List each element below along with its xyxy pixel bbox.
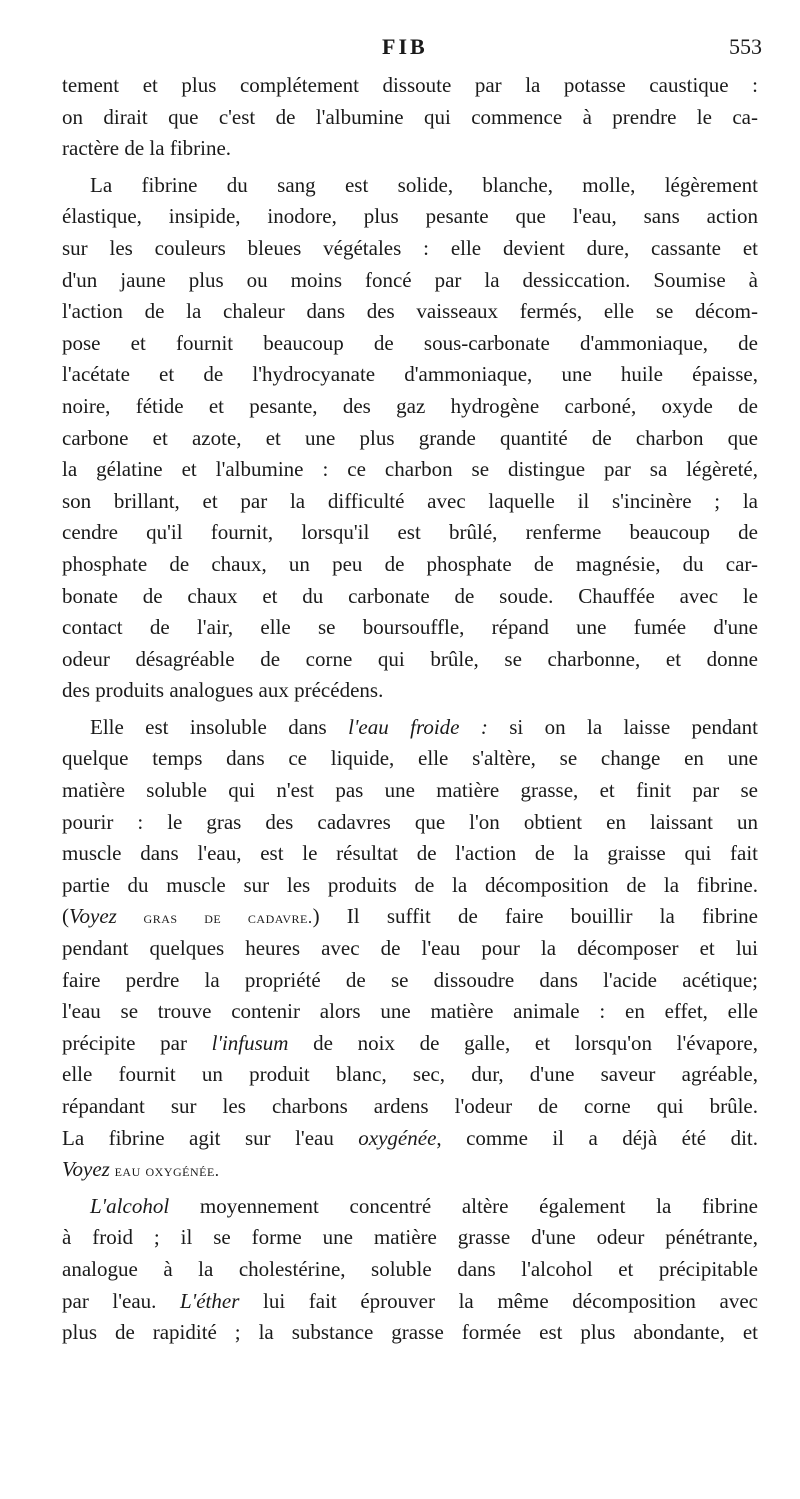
page-header — [62, 34, 762, 70]
text-line: par l'eau. L'éther lui fait éprouver la même décomposition avec — [62, 1288, 758, 1313]
text-line: son brillant, et par la difficulté avec laquelle il s'incinère ; la — [62, 488, 758, 513]
text-line: pourir : le gras des cadavres que l'on obtient en laissant un — [62, 809, 758, 834]
italic-text: L'éther — [180, 1288, 240, 1313]
text-line: pose et fournit beaucoup de sous-carbonate d'ammoniaque, de — [62, 330, 758, 355]
text-line: l'eau se trouve contenir alors une matière animale : en effet, elle — [62, 999, 758, 1024]
text-line — [62, 1154, 758, 1186]
text-line: muscle dans l'eau, est le résultat de l'action de la graisse qui fait — [62, 841, 758, 866]
text-line: analogue à la cholestérine, soluble dans l'alcohol et précipitable — [62, 1256, 758, 1281]
text-line: plus de rapidité ; la substance grasse formée est plus abondante, et — [62, 1320, 758, 1345]
text-line: La fibrine agit sur l'eau oxygénée, comme il a déjà été dit. — [62, 1125, 758, 1150]
text-line: partie du muscle sur les produits de la décomposition de la fibrine. — [62, 872, 758, 897]
italic-text: l'eau froide : — [348, 714, 488, 739]
text-line: La fibrine du sang est solide, blanche, molle, légèrement — [90, 172, 758, 197]
text-line: Elle est insoluble dans l'eau froide : si on la laisse pendant — [90, 714, 759, 739]
italic-text: oxygénée — [358, 1125, 437, 1150]
text-line: elle fournit un produit blanc, sec, dur, d'une saveur agréable, — [62, 1062, 758, 1087]
text-line: pendant quelques heures avec de l'eau pour la décomposer et lui — [62, 936, 758, 961]
text-line: la gélatine et l'albumine : ce charbon se distingue par sa légèreté, — [62, 457, 758, 482]
running-head: FIB — [382, 34, 428, 59]
page-body — [62, 70, 758, 1349]
text-line: tement et plus complétement dissoute par la potasse caustique : — [62, 73, 758, 97]
text-line: bonate de chaux et du carbonate de soude. Chauffée avec le — [62, 583, 758, 608]
italic-text: Voyez — [62, 1157, 110, 1182]
italic-text: L'alcohol — [90, 1193, 170, 1218]
paragraph — [62, 70, 758, 165]
text-line: précipite par l'infusum de noix de galle, et lorsqu'on l'évapore, — [62, 1030, 758, 1055]
paragraph — [62, 712, 758, 1186]
text-line: répandant sur les charbons ardens l'odeur de corne qui brûle. — [62, 1094, 758, 1118]
text-line: l'acétate et de l'hydrocyanate d'ammoniaque, une huile épaisse, — [62, 362, 758, 387]
text-line: ractère de la fibrine. — [62, 136, 232, 161]
text-line: odeur désagréable de corne qui brûle, se charbonne, et donne — [62, 646, 758, 671]
page-number: 553 — [729, 34, 762, 59]
small-caps-text: eau oxygénée. — [109, 1161, 220, 1181]
text-line: L'alcohol moyennement concentré altère également la fibrine — [90, 1193, 758, 1218]
text-line: phosphate de chaux, un peu de phosphate de magnésie, du car- — [62, 551, 758, 576]
text-line: cendre qu'il fournit, lorsqu'il est brûlé, renferme beaucoup de — [62, 520, 758, 545]
text-line: à froid ; il se forme une matière grasse d'une odeur pénétrante, — [62, 1225, 758, 1250]
paragraph — [62, 170, 758, 707]
text-line: faire perdre la propriété de se dissoudre dans l'acide acétique; — [62, 967, 758, 992]
text-line: noire, fétide et pesante, des gaz hydrogène carboné, oxyde de — [62, 393, 758, 418]
text-line: des produits analogues aux précédens. — [62, 678, 384, 703]
text-line: (Voyez gras de cadavre.) Il suffit de faire bouillir la fibrine — [62, 904, 758, 929]
text-line: on dirait que c'est de l'albumine qui commence à prendre le ca- — [62, 104, 758, 129]
text-line: matière soluble qui n'est pas une matière grasse, et finit par se — [62, 778, 758, 803]
text-line: carbone et azote, et une plus grande quantité de charbon que — [62, 425, 758, 450]
text-line: d'un jaune plus ou moins foncé par la dessiccation. Soumise à — [62, 267, 758, 292]
paragraph — [62, 1191, 758, 1349]
small-caps-text: gras de cadavre. — [116, 908, 313, 928]
text-line: l'action de la chaleur dans des vaisseaux fermés, elle se décom- — [62, 299, 758, 324]
text-line: contact de l'air, elle se boursouffle, répand une fumée d'une — [62, 615, 758, 640]
italic-text: l'infusum — [211, 1030, 289, 1055]
text-line: sur les couleurs bleues végétales : elle devient dure, cassante et — [62, 235, 758, 260]
text-line: quelque temps dans ce liquide, elle s'altère, se change en une — [62, 746, 758, 771]
italic-text: Voyez — [69, 904, 117, 929]
text-line: élastique, insipide, inodore, plus pesante que l'eau, sans action — [62, 204, 758, 229]
